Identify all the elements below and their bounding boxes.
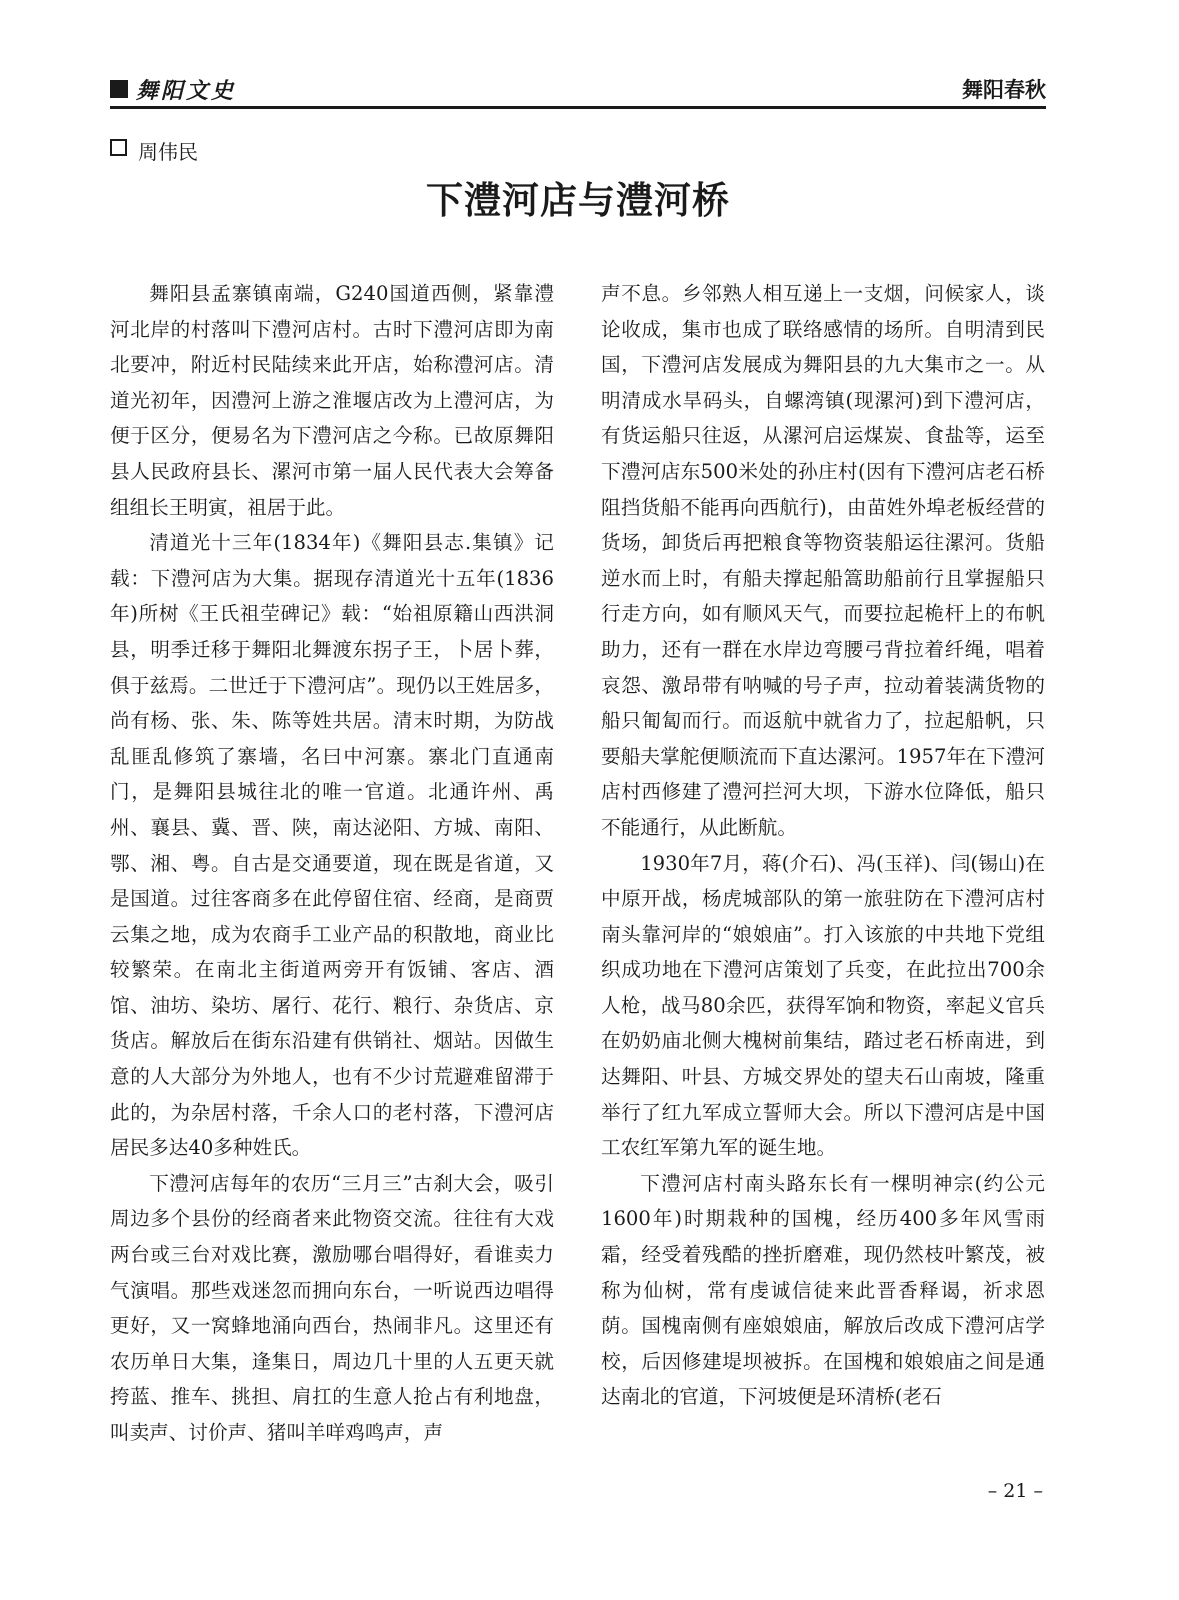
paragraph: 1930年7月，蒋(介石)、冯(玉祥)、闫(锡山)在中原开战，杨虎城部队的第一旅驻防在下澧河店村南头靠河岸的“娘娘庙”。打入该旅的中共地下党组织成功地在下澧河店策划了兵变，在此拉出700余人枪，战马80余匹，获得军饷和物资，率起义官兵在奶奶庙北侧大槐树前集结，踏过老石桥南进，到达舞阳、叶县、方城交界处的望夫石山南坡，隆重举行了红九军成立誓师大会。所以下澧河店是中国工农红军第九军的诞生地。 bbox=[601, 851, 1045, 1160]
journal-title: 舞阳文史 bbox=[136, 78, 237, 104]
paragraph: 下澧河店每年的农历“三月三”古刹大会，吸引周边多个县份的经商者来此物资交流。往往有大戏两台或三台对戏比赛，激励哪台唱得好，看谁卖力气演唱。那些戏迷忽而拥向东台，一听说西边唱得更好，又一窝蜂地涌向西台，热闹非凡。这里还有农历单日大集，逢集日，周边几十里的人五更天就挎蓝、推车、挑担、肩扛的生意人抢占有利地盘，叫卖声、讨价声、猪叫羊咩鸡鸣声，声 bbox=[110, 1171, 554, 1444]
author-name: 周伟民 bbox=[138, 140, 198, 164]
article-title: 下澧河店与澧河桥 bbox=[426, 179, 730, 222]
paragraph: 舞阳县孟寨镇南端，G240国道西侧，紧靠澧河北岸的村落叫下澧河店村。古时下澧河店即为南北要冲，附近村民陆续来此开店，始称澧河店。清道光初年，因澧河上游之淮堰店改为上澧河店，为便于区分，便易名为下澧河店之今称。已故原舞阳县人民政府县长、漯河市第一届人民代表大会筹备组组长王明寅，祖居于此。 bbox=[110, 282, 554, 519]
header-square-icon bbox=[110, 80, 128, 98]
left-column bbox=[110, 276, 554, 1451]
checkbox-square-icon bbox=[110, 139, 127, 156]
paragraph: 下澧河店村南头路东长有一棵明神宗(约公元1600年)时期栽种的国槐，经历400多年风雪雨霜，经受着残酷的挫折磨难，现仍然枝叶繁茂，被称为仙树，常有虔诚信徒来此晋香释谒，祈求恩荫。国槐南侧有座娘娘庙，解放后改成下澧河店学校，后因修建堤坝被拆。在国槐和娘娘庙之间是通达南北的官道，下河坡便是环清桥(老石 bbox=[601, 1171, 1045, 1409]
running-header bbox=[110, 72, 1046, 108]
column-name: 舞阳春秋 bbox=[962, 78, 1046, 102]
header-rule bbox=[110, 106, 1046, 109]
paragraph-continued: 声不息。乡邻熟人相互递上一支烟，问候家人，谈论收成，集市也成了联络感情的场所。自明清到民国，下澧河店发展成为舞阳县的九大集市之一。从明清成水旱码头，自螺湾镇(现漯河)到下澧河店，有货运船只往返，从漯河启运煤炭、食盐等，运至下澧河店东500米处的孙庄村(因有下澧河店老石桥阻挡货船不能再向西航行)，由苗姓外埠老板经营的货场，卸货后再把粮食等物资装船运往漯河。货船逆水而上时，有船夫撑起船篙助船前行且掌握船只行走方向，如有顺风天气，而要拉起桅杆上的布帆助力，还有一群在水岸边弯腰弓背拉着纤绳，唱着哀怨、激昂带有呐喊的号子声，拉动着装满货物的船只匍匐而行。而返航中就省力了，拉起船帆，只要船夫掌舵便顺流而下直达漯河。1957年在下澧河店村西修建了澧河拦河大坝，下游水位降低，船只不能通行，从此断航。 bbox=[601, 282, 1045, 839]
page-number: – 21 – bbox=[987, 1480, 1043, 1502]
paragraph: 清道光十三年(1834年)《舞阳县志.集镇》记载：下澧河店为大集。据现存清道光十五年(1836年)所树《王氏祖茔碑记》载：“始祖原籍山西洪洞县，明季迁移于舞阳北舞渡东拐子王，卜居卜葬，俱于兹焉。二世迁于下澧河店”。现仍以王姓居多，尚有杨、张、朱、陈等姓共居。清末时期，为防战乱匪乱修筑了寨墙，名曰中河寨。寨北门直通南门，是舞阳县城往北的唯一官道。北通许州、禹州、襄县、冀、晋、陕，南达泌阳、方城、南阳、鄂、湘、粤。自古是交通要道，现在既是省道，又是国道。过往客商多在此停留住宿、经商，是商贾云集之地，成为农商手工业产品的积散地，商业比较繁荣。在南北主街道两旁开有饭铺、客店、酒馆、油坊、染坊、屠行、花行、粮行、杂货店、京货店。解放后在街东沿建有供销社、烟站。因做生意的人大部分为外地人，也有不少讨荒避难留滞于此的，为杂居村落，千余人口的老村落，下澧河店居民多达40多种姓氏。 bbox=[110, 531, 554, 1160]
right-column bbox=[601, 276, 1045, 1415]
